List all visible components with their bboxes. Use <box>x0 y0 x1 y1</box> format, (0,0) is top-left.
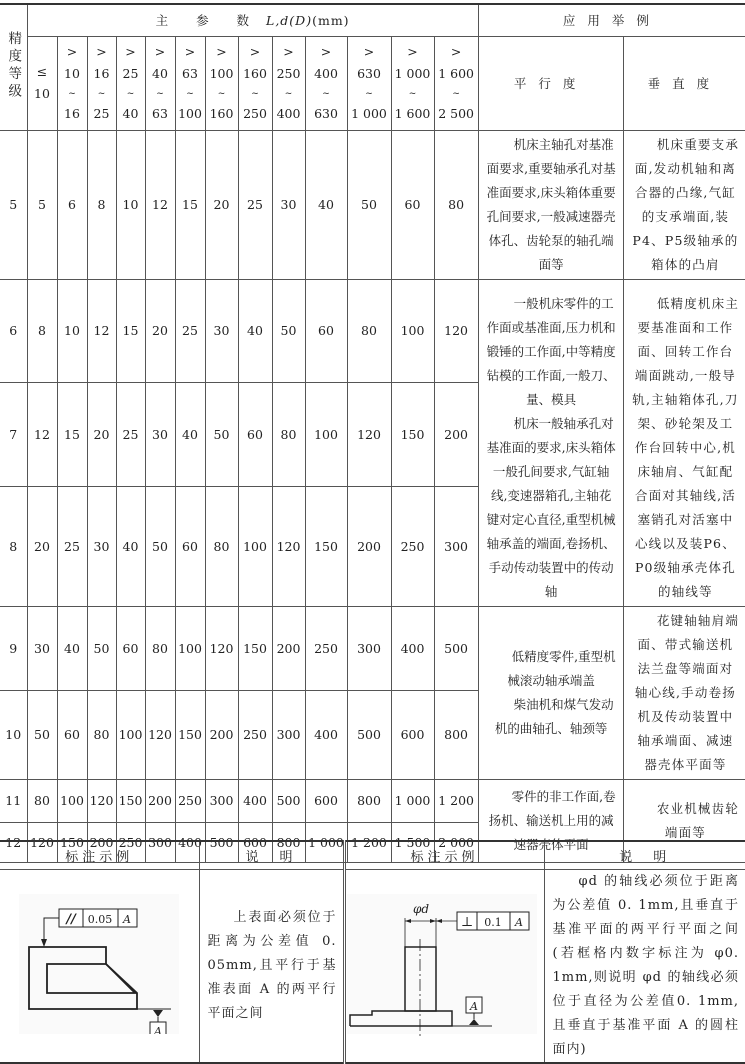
annotation-header-right: 标注示例 <box>344 841 544 870</box>
value-cell: 5 <box>27 130 57 279</box>
parallel-application-grade6-8 <box>478 279 623 606</box>
value-cell: 600 <box>305 779 347 822</box>
datum-label: A <box>154 1025 163 1034</box>
range-gt: > <box>407 44 418 59</box>
parallel-symbol-icon: // <box>66 912 76 927</box>
perpendicularity-explanation <box>544 870 745 1064</box>
range-tilde: ~ <box>217 89 226 99</box>
perpendicularity-header: 垂直度 <box>623 36 745 130</box>
table-row <box>0 130 745 279</box>
value-cell: 300 <box>434 487 478 606</box>
range-lower: 40 <box>152 66 168 81</box>
range-lower: 10 <box>64 66 80 81</box>
value-cell: 150 <box>57 822 87 862</box>
range-lower: 25 <box>122 66 139 81</box>
value-cell: 250 <box>238 690 272 779</box>
range-gt: > <box>154 44 166 59</box>
value-cell: 60 <box>391 130 434 279</box>
value-cell: 120 <box>347 382 391 486</box>
value-cell: 300 <box>347 606 391 690</box>
main-param-header <box>27 4 478 36</box>
grade-cell: 8 <box>0 487 27 606</box>
range-upper: 100 <box>178 106 202 121</box>
tolerance-value: 0.1 <box>484 916 502 929</box>
value-cell: 50 <box>27 690 57 779</box>
explanation-header-left: 说 明 <box>199 841 344 870</box>
perpendicularity-drawing <box>347 889 542 1039</box>
application-header: 应用举例 <box>478 4 745 36</box>
value-cell: 250 <box>116 822 145 862</box>
grade-cell: 11 <box>0 779 27 822</box>
range-lower: ≤ <box>36 64 48 79</box>
value-cell: 200 <box>205 690 238 779</box>
size-range <box>116 36 145 130</box>
application-text: 零件的非工作面,卷扬机、输送机上用的减速器壳体平面 <box>488 788 616 852</box>
value-cell: 25 <box>116 382 145 486</box>
value-cell: 60 <box>305 279 347 382</box>
value-cell: 150 <box>175 690 205 779</box>
range-gt: > <box>249 44 261 59</box>
range-upper: 400 <box>276 106 301 121</box>
range-tilde: ~ <box>156 89 164 99</box>
range-lower: 1 600 <box>438 66 474 81</box>
value-cell: 800 <box>272 822 305 862</box>
value-cell: 10 <box>57 279 87 382</box>
value-cell: 30 <box>27 606 57 690</box>
value-cell: 800 <box>347 779 391 822</box>
explanation-text: φd 的轴线必须位于距离为公差值 0. 1mm,且垂直于基准平面的两平行平面之间(若框格内数字标注为 φ0. 1mm,则说明 φd 的轴线必须位于直径为公差值0. 1mm,且垂直于基准平面 A 的圆柱面内) <box>552 874 739 1057</box>
value-cell: 600 <box>391 690 434 779</box>
application-text: 柴油机和煤气发动机的曲轴孔、轴颈等 <box>494 696 614 736</box>
range-tilde: ~ <box>126 89 135 99</box>
value-cell: 120 <box>145 690 175 779</box>
datum-ref: A <box>515 916 523 929</box>
value-cell: 15 <box>116 279 145 382</box>
value-cell: 300 <box>272 690 305 779</box>
grade-cell: 5 <box>0 130 27 279</box>
value-cell: 1 200 <box>347 822 391 862</box>
value-cell: 6 <box>57 130 87 279</box>
range-upper: 40 <box>122 106 139 121</box>
value-cell: 500 <box>272 779 305 822</box>
value-cell: 1 500 <box>391 822 434 862</box>
value-cell: 30 <box>205 279 238 382</box>
range-upper: 25 <box>93 106 110 121</box>
application-text: 机床重要支承面,发动机轴和离合器的凸缘,气缸的支承端面,装P4、P5级轴承的箱体的凸肩 <box>632 136 740 272</box>
size-range <box>347 36 391 130</box>
value-cell: 80 <box>272 382 305 486</box>
range-upper: 1 000 <box>351 106 387 121</box>
value-cell: 40 <box>57 606 87 690</box>
value-cell: 150 <box>391 382 434 486</box>
value-cell: 120 <box>87 779 116 822</box>
value-cell: 100 <box>175 606 205 690</box>
perpendicular-symbol-icon: ⊥ <box>460 915 474 930</box>
value-cell: 500 <box>434 606 478 690</box>
range-tilde: ~ <box>408 89 417 99</box>
value-cell: 400 <box>238 779 272 822</box>
grade-cell: 7 <box>0 382 27 486</box>
value-cell: 50 <box>347 130 391 279</box>
value-cell: 250 <box>391 487 434 606</box>
value-cell: 100 <box>57 779 87 822</box>
value-cell: 15 <box>175 130 205 279</box>
tolerance-table <box>0 3 745 863</box>
size-range <box>205 36 238 130</box>
value-cell: 40 <box>238 279 272 382</box>
value-cell: 80 <box>205 487 238 606</box>
range-upper: 630 <box>314 106 338 121</box>
value-cell: 1 200 <box>434 779 478 822</box>
value-cell: 10 <box>116 130 145 279</box>
perp-application-grade5 <box>623 130 745 279</box>
main-param-prefix: 主 参 数 <box>155 13 262 29</box>
value-cell: 8 <box>27 279 57 382</box>
value-cell: 800 <box>434 690 478 779</box>
parallel-application-grade5 <box>478 130 623 279</box>
value-cell: 150 <box>238 606 272 690</box>
value-cell: 100 <box>305 382 347 486</box>
range-tilde: ~ <box>68 89 76 99</box>
value-cell: 200 <box>145 779 175 822</box>
range-lower: 16 <box>93 66 110 81</box>
value-cell: 250 <box>175 779 205 822</box>
range-upper: 250 <box>243 106 267 121</box>
application-text: 机床主轴孔对基准面要求,重要轴承孔对基准面要求,床头箱体重要孔间要求,一般减速器壳体孔、齿轮泵的轴孔端面等 <box>486 136 616 272</box>
range-lower: 1 000 <box>394 66 431 81</box>
grade-cell: 12 <box>0 822 27 862</box>
value-cell: 20 <box>205 130 238 279</box>
range-gt: > <box>363 44 375 59</box>
size-range <box>391 36 434 130</box>
size-range <box>434 36 478 130</box>
range-upper: 63 <box>152 106 168 121</box>
value-cell: 40 <box>116 487 145 606</box>
value-cell: 20 <box>27 487 57 606</box>
value-cell: 2 000 <box>434 822 478 862</box>
value-cell: 400 <box>391 606 434 690</box>
value-cell: 30 <box>145 382 175 486</box>
value-cell: 30 <box>272 130 305 279</box>
range-upper: 1 600 <box>394 106 431 121</box>
range-lower: 160 <box>243 66 267 81</box>
parallel-application-grade9-10 <box>478 606 623 779</box>
range-tilde: ~ <box>322 89 330 99</box>
grade-header <box>0 4 27 130</box>
value-cell: 150 <box>116 779 145 822</box>
size-range <box>305 36 347 130</box>
value-cell: 120 <box>272 487 305 606</box>
range-gt: > <box>216 44 227 59</box>
value-cell: 20 <box>145 279 175 382</box>
value-cell: 20 <box>87 382 116 486</box>
perp-application-grade9-10 <box>623 606 745 779</box>
value-cell: 12 <box>145 130 175 279</box>
perp-application-grade6-8 <box>623 279 745 606</box>
diameter-label: φd <box>412 902 430 916</box>
grade-cell: 10 <box>0 690 27 779</box>
application-text: 花键轴轴肩端面、带式输送机法兰盘等端面对轴心线,手动卷扬机及传动装置中轴承端面、减速器壳体平面等 <box>634 612 740 772</box>
application-text: 低精度零件,重型机械滚动轴承端盖 <box>507 648 616 688</box>
application-text: 农业机械齿轮端面等 <box>656 800 740 840</box>
range-upper: 16 <box>64 106 80 121</box>
application-text: 低精度机床主要基准面和工作面、回转工作台端面跳动,一般导轨,主轴箱体孔,刀架、砂轮架及工作台回转中心,机床轴肩、气缸配合面对其轴线,活塞销孔对活塞中心线以及装P6、P0级轴承壳体孔的轴线等 <box>632 295 740 599</box>
range-gt: > <box>320 44 332 59</box>
table-row <box>0 606 745 690</box>
value-cell: 500 <box>205 822 238 862</box>
value-cell: 60 <box>57 690 87 779</box>
value-cell: 60 <box>238 382 272 486</box>
range-lower: 63 <box>182 66 198 81</box>
parallelism-header: 平行度 <box>478 36 623 130</box>
size-range <box>87 36 116 130</box>
range-gt: > <box>450 44 462 59</box>
range-gt: > <box>125 44 136 59</box>
parallelism-drawing <box>19 894 179 1034</box>
range-gt: > <box>184 44 196 59</box>
range-tilde: ~ <box>251 89 259 99</box>
value-cell: 300 <box>205 779 238 822</box>
value-cell: 400 <box>175 822 205 862</box>
datum-label: A <box>470 1000 478 1013</box>
annotation-header-left: 标注示例 <box>0 841 199 870</box>
annotation-examples-table <box>0 840 745 1064</box>
value-cell: 1 000 <box>305 822 347 862</box>
value-cell: 12 <box>27 382 57 486</box>
range-lower: 630 <box>357 66 381 81</box>
value-cell: 80 <box>27 779 57 822</box>
value-cell: 1 000 <box>391 779 434 822</box>
range-tilde: ~ <box>284 89 293 99</box>
range-tilde: ~ <box>186 89 194 99</box>
size-range <box>57 36 87 130</box>
value-cell: 80 <box>87 690 116 779</box>
explanation-header-right: 说 明 <box>544 841 745 870</box>
value-cell: 150 <box>305 487 347 606</box>
datum-ref: A <box>123 913 132 926</box>
range-gt: > <box>96 44 107 59</box>
value-cell: 250 <box>305 606 347 690</box>
value-cell: 120 <box>27 822 57 862</box>
value-cell: 200 <box>87 822 116 862</box>
range-tilde: ~ <box>452 89 460 99</box>
range-upper: 2 500 <box>438 106 474 121</box>
value-cell: 200 <box>272 606 305 690</box>
range-gt: > <box>66 44 78 59</box>
range-tilde: ~ <box>97 89 106 99</box>
range-tilde: ~ <box>365 89 373 99</box>
value-cell: 60 <box>116 606 145 690</box>
value-cell: 80 <box>434 130 478 279</box>
value-cell: 80 <box>347 279 391 382</box>
grade-header-text: 精度等级 <box>5 30 22 101</box>
tolerance-value: 0.05 <box>88 913 113 926</box>
value-cell: 50 <box>87 606 116 690</box>
value-cell: 60 <box>175 487 205 606</box>
range-lower: 100 <box>209 66 234 81</box>
range-lower: 400 <box>314 66 338 81</box>
value-cell: 25 <box>238 130 272 279</box>
value-cell: 30 <box>87 487 116 606</box>
value-cell: 100 <box>391 279 434 382</box>
range-upper: 10 <box>34 86 50 101</box>
main-param-unit: (mm) <box>312 13 350 29</box>
value-cell: 500 <box>347 690 391 779</box>
size-range <box>145 36 175 130</box>
value-cell: 100 <box>116 690 145 779</box>
explanation-text: 上表面必须位于距离为公差值 0. 05mm,且平行于基准表面 A 的两平行平面之间 <box>207 910 337 1021</box>
value-cell: 120 <box>434 279 478 382</box>
value-cell: 50 <box>272 279 305 382</box>
range-lower: 250 <box>276 66 301 81</box>
application-text: 一般机床零件的工作面或基准面,压力机和锻锤的工作面,中等精度钻模的工作面,一般刀、量、模具 <box>486 295 616 407</box>
value-cell: 50 <box>145 487 175 606</box>
value-cell: 100 <box>238 487 272 606</box>
size-range <box>27 36 57 130</box>
value-cell: 400 <box>305 690 347 779</box>
value-cell: 600 <box>238 822 272 862</box>
application-text: 机床一般轴承孔对基准面的要求,床头箱体一般孔间要求,气缸轴线,变速器箱孔,主轴花键对定心直径,重型机械轴承盖的端面,卷扬机、手动传动装置中的传动轴 <box>486 415 616 599</box>
grade-cell: 6 <box>0 279 27 382</box>
value-cell: 200 <box>434 382 478 486</box>
value-cell: 40 <box>305 130 347 279</box>
value-cell: 50 <box>205 382 238 486</box>
grade-cell: 9 <box>0 606 27 690</box>
table-row <box>0 779 745 822</box>
value-cell: 40 <box>175 382 205 486</box>
parallelism-explanation <box>199 870 344 1064</box>
range-gt: > <box>283 44 294 59</box>
range-upper: 160 <box>209 106 234 121</box>
value-cell: 15 <box>57 382 87 486</box>
value-cell: 300 <box>145 822 175 862</box>
perpendicularity-drawing-cell <box>344 870 544 1064</box>
value-cell: 25 <box>57 487 87 606</box>
value-cell: 200 <box>347 487 391 606</box>
value-cell: 25 <box>175 279 205 382</box>
parallelism-drawing-cell <box>0 870 199 1064</box>
size-range <box>238 36 272 130</box>
value-cell: 120 <box>205 606 238 690</box>
value-cell: 8 <box>87 130 116 279</box>
value-cell: 12 <box>87 279 116 382</box>
table-row <box>0 279 745 382</box>
main-param-symbol: L,d(D) <box>266 13 313 29</box>
value-cell: 80 <box>145 606 175 690</box>
size-range <box>272 36 305 130</box>
size-range <box>175 36 205 130</box>
